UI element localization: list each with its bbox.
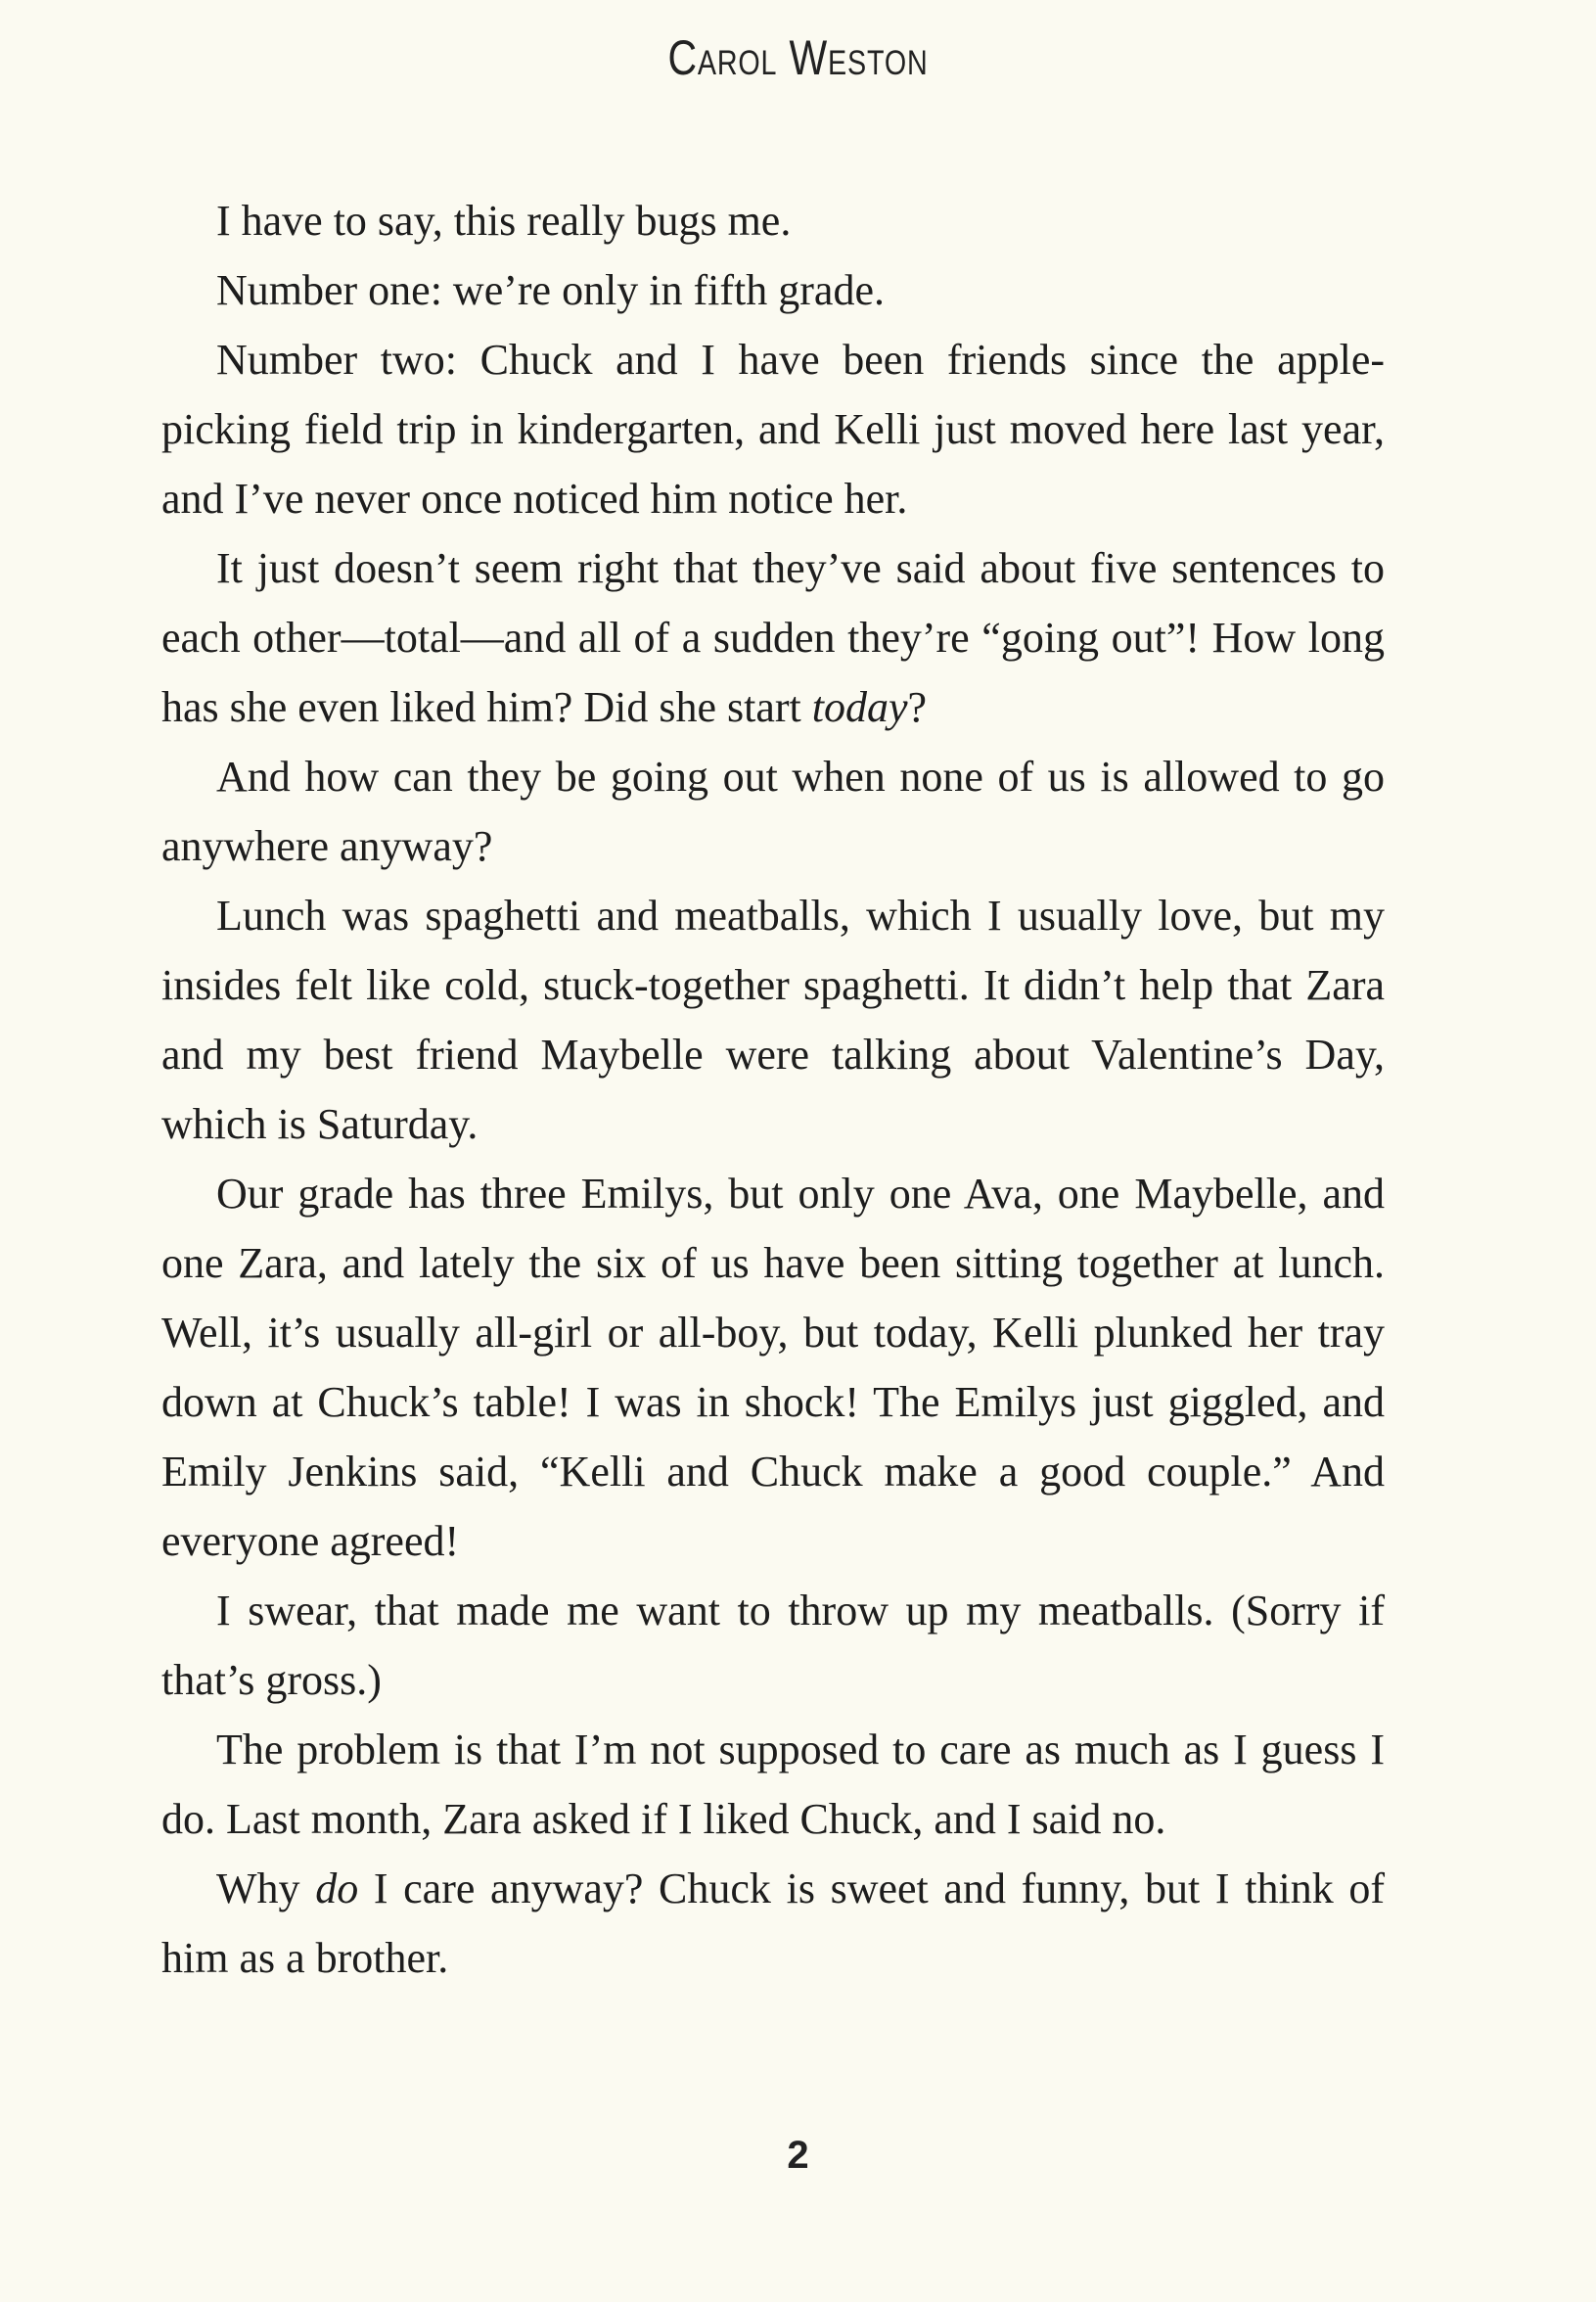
paragraph-text: I care anyway? Chuck is sweet and funny, but I think of him as a brother. [161,1865,1385,1982]
paragraph: Our grade has three Emilys, but only one Ava, one Maybelle, and one Zara, and lately the six of us have been sitting together at lunch. Well, it’s usually all-girl or all-boy, but today, Kelli plunked her tray down at Chuck’s table! I was in shock! The Emilys just giggled, and Emily Jenkins said, “Kelli and Chuck make a good couple.” And everyone agreed! [161,1170,1385,1565]
paragraph-text: Why [216,1865,316,1912]
page-number: 2 [787,2134,809,2177]
paragraph: Lunch was spaghetti and meatballs, which I usually love, but my insides felt like cold, stuck-together spaghetti. It didn’t help that Zara and my best friend Maybelle were talking about Valentine’s Day, which is Saturday. [161,892,1385,1148]
paragraph [161,533,1385,742]
paragraph [161,1854,1385,1993]
emphasis: do [315,1865,359,1912]
running-head: Carol Weston [667,30,929,85]
paragraph: Number two: Chuck and I have been friends since the apple-picking field trip in kindergarten, and Kelli just moved here last year, and I’ve never once noticed him notice her. [161,336,1385,523]
paragraph: I swear, that made me want to throw up my meatballs. (Sorry if that’s gross.) [161,1587,1385,1704]
paragraph: And how can they be going out when none of us is allowed to go anywhere anyway? [161,753,1385,870]
paragraph: The problem is that I’m not supposed to care as much as I guess I do. Last month, Zara asked if I liked Chuck, and I said no. [161,1726,1385,1843]
paragraph-text: It just doesn’t seem right that they’ve said about five sentences to each other—total—and all of a sudden they’re “going out”! How long has she even liked him? Did she start [161,544,1385,731]
paragraph-text: ? [907,683,928,731]
paragraph: I have to say, this really bugs me. [216,197,792,245]
emphasis: today [811,683,908,731]
paragraph: Number one: we’re only in fifth grade. [216,266,885,314]
body-text [161,186,1385,1993]
